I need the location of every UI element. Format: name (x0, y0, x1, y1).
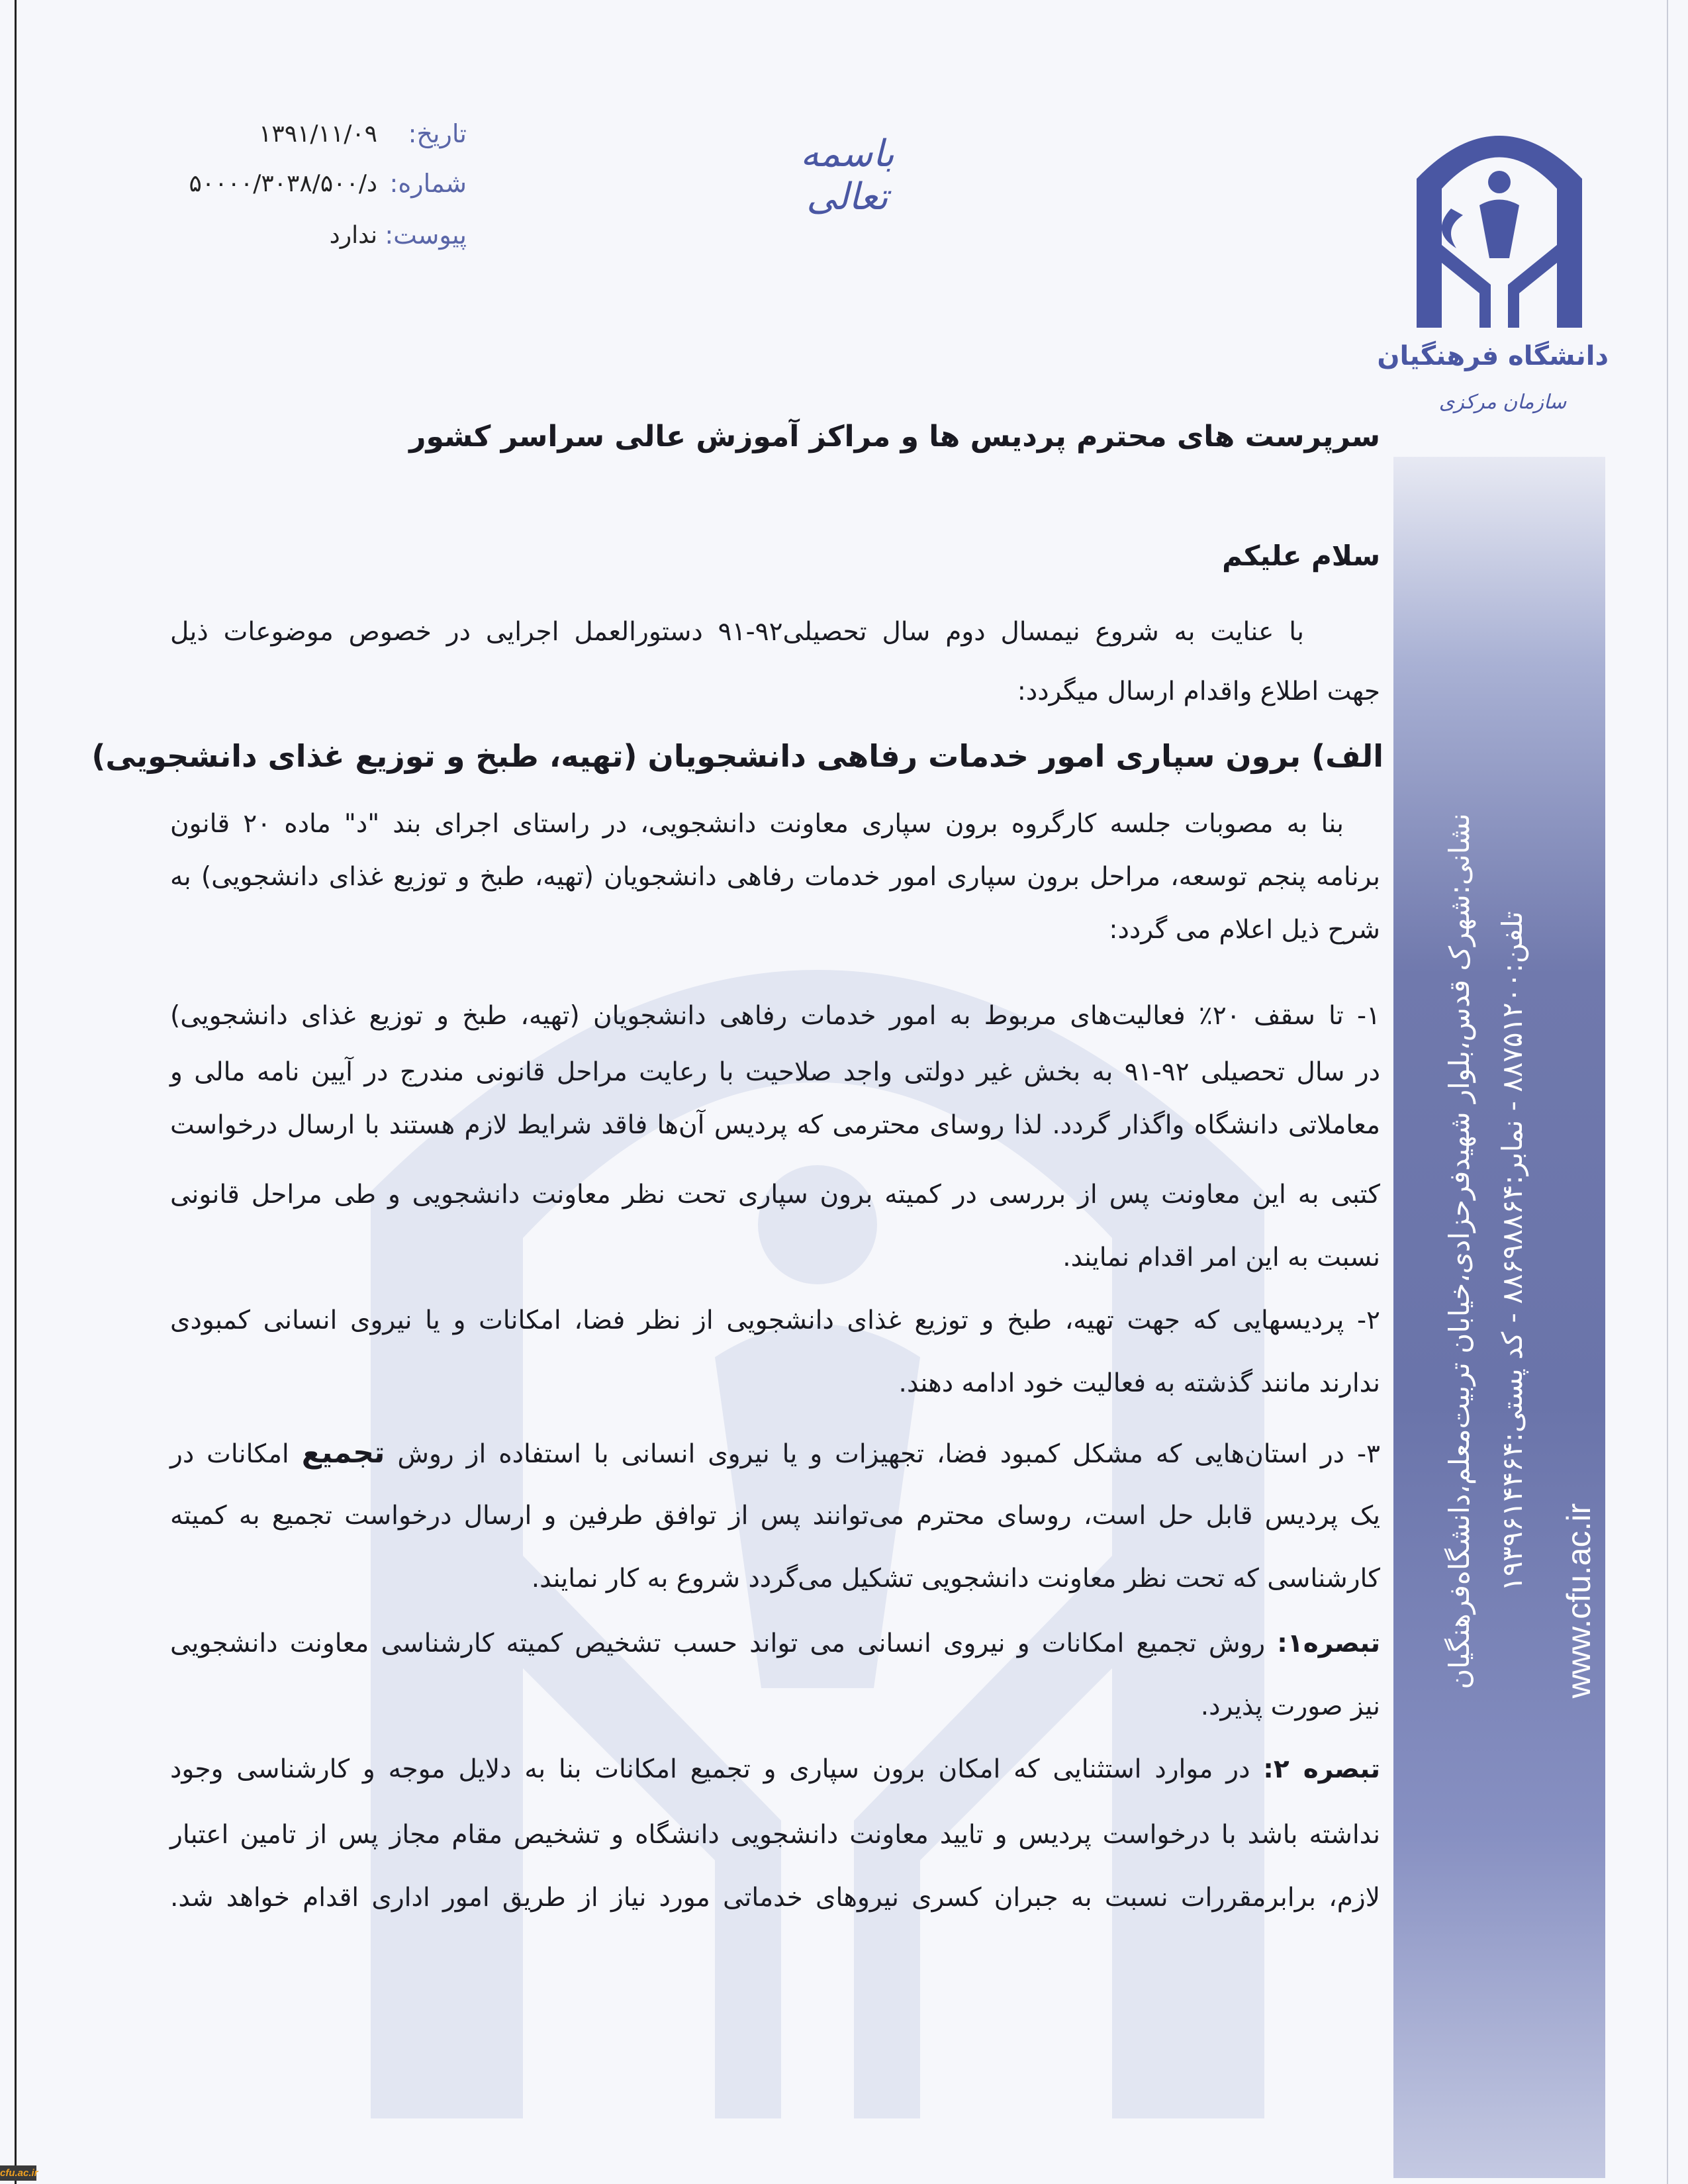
number-value: د/۵۰۰۰۰/۳۰۳۸/۵۰۰ (189, 170, 377, 197)
item3-text: امکانات در (170, 1439, 302, 1469)
note1-line (170, 1624, 1380, 1664)
section-heading: الف) برون سپاری امور خدمات رفاهی دانشجویان (تهیه، طبخ و توزیع غذای دانشجویی) (91, 738, 1383, 774)
address-text: نشانی:شهرک قدس،بلوار شهیدفرحزادی،خیابان تربیت‌معلم،دانشگاه‌فرهنگیان (1443, 813, 1476, 1689)
item3-emphasis: تجمیع (301, 1436, 385, 1470)
item1-line: نسبت به این امر اقدام نمایند. (1062, 1243, 1380, 1272)
date-value: ۱۳۹۱/۱۱/۰۹ (259, 120, 377, 148)
attachment-value: ندارد (329, 222, 377, 249)
contact-numbers: تلفن:۸۸۷۵۱۲۰۰ - نمابر:۸۸۶۹۸۸۶۴ - کد پستی:۱۹۳۹۶۱۴۴۶۴ (1496, 911, 1528, 1591)
item1-line: در سال تحصیلی ۹۲-۹۱ به بخش غیر دولتی واجد صلاحیت با رعایت مراحل قانونی مندرج در آیین نامه مالی و (170, 1057, 1380, 1087)
item2-line: ندارند مانند گذشته به فعالیت خود ادامه دهند. (898, 1368, 1380, 1398)
contact-strip (1393, 457, 1605, 2178)
greeting: سلام علیکم (1222, 540, 1380, 572)
item2-line: ۲- پردیسهایی که جهت تهیه، طبخ و توزیع غذای دانشجویی از نظر فضا، امکانات و یا نیروی انسانی کمبودی (170, 1306, 1380, 1335)
note1-text: روش تجمیع امکانات و نیروی انسانی می تواند حسب تشخیص کمیته کارشناسی معاونت دانشجویی (170, 1629, 1278, 1658)
note2-label: تبصره ۲: (1263, 1754, 1380, 1784)
note2-line (170, 1750, 1380, 1789)
invocation-heading: باسمه تعالی (800, 132, 894, 218)
source-badge: cfu.ac.ir (0, 2165, 36, 2181)
organization-subtitle: سازمان مرکزی (1438, 391, 1567, 414)
attachment-label: پیوست: (385, 220, 467, 250)
scan-edge-right (1667, 0, 1668, 2184)
item3-line: کارشناسی که تحت نظر معاونت دانشجویی تشکیل می‌گردد شروع به کار نمایند. (531, 1564, 1380, 1593)
note1-label: تبصره۱: (1277, 1629, 1380, 1658)
item3-line: یک پردیس قابل حل است، روسای محترم می‌توانند پس از توافق طرفین و ارسال درخواست تجمیع به کمیته (170, 1501, 1380, 1531)
university-name: دانشگاه فرهنگیان (1377, 341, 1609, 371)
note2-line: لازم، برابرمقررات نسبت به جبران کسری نیروهای خدماتی مورد نیاز از طریق امور اداری اقدام خواهد شد. (170, 1883, 1380, 1913)
note2-line: نداشته باشد با درخواست پردیس و تایید معاونت دانشجویی دانشگاه و تشخیص مقام مجاز پس از تامین اعتبار (170, 1820, 1380, 1850)
item1-line: ۱- تا سقف ۲۰٪ فعالیت‌های مربوط به امور خدمات رفاهی دانشجویان (تهیه، طبخ و توزیع غذای دانشجویی) (170, 1001, 1381, 1031)
item1-line: کتبی به این معاونت پس از بررسی در کمیته برون سپاری تحت نظر معاونت دانشجویی و طی مراحل قانونی (170, 1180, 1380, 1210)
section-intro-line: شرح ذیل اعلام می گردد: (1109, 915, 1380, 945)
scan-edge-left (15, 0, 17, 2184)
item1-line: معاملاتی دانشگاه واگذار گردد. لذا روسای محترمی که پردیس آن‌ها فاقد شرایط لازم هستند با ارسال درخواست (170, 1110, 1380, 1140)
item3-text: ۳- در استان‌هایی که مشکل کمبود فضا، تجهیزات و یا نیروی انسانی با استفاده از روش (385, 1439, 1380, 1469)
recipient-line: سرپرست های محترم پردیس ها و مراکز آموزش عالی سراسر کشور (409, 420, 1380, 453)
date-label: تاریخ: (408, 119, 467, 148)
website-link[interactable]: www.cfu.ac.ir (1560, 1503, 1597, 1699)
university-logo-icon (1417, 116, 1582, 328)
item3-line (170, 1433, 1380, 1474)
note1-line: نیز صورت پذیرد. (1200, 1691, 1380, 1721)
intro-line: جهت اطلاع واقدام ارسال میگردد: (1017, 677, 1380, 706)
note2-text: در موارد استثنایی که امکان برون سپاری و تجمیع امکانات بنا به دلایل موجه و کارشناسی وجود (170, 1754, 1264, 1784)
intro-line: با عنایت به شروع نیمسال دوم سال تحصیلی۹۲-۹۱ دستورالعمل اجرایی در خصوص موضوعات ذیل (170, 617, 1304, 647)
section-intro-line: بنا به مصوبات جلسه کارگروه برون سپاری معاونت دانشجویی، در راستای اجرای بند "د" ماده ۲۰ قانون (170, 809, 1344, 839)
number-label: شماره: (389, 169, 467, 198)
section-intro-line: برنامه پنجم توسعه، مراحل برون سپاری امور خدمات رفاهی دانشجویان (تهیه، طبخ و توزیع غذای دانشجویی) به (170, 862, 1380, 892)
